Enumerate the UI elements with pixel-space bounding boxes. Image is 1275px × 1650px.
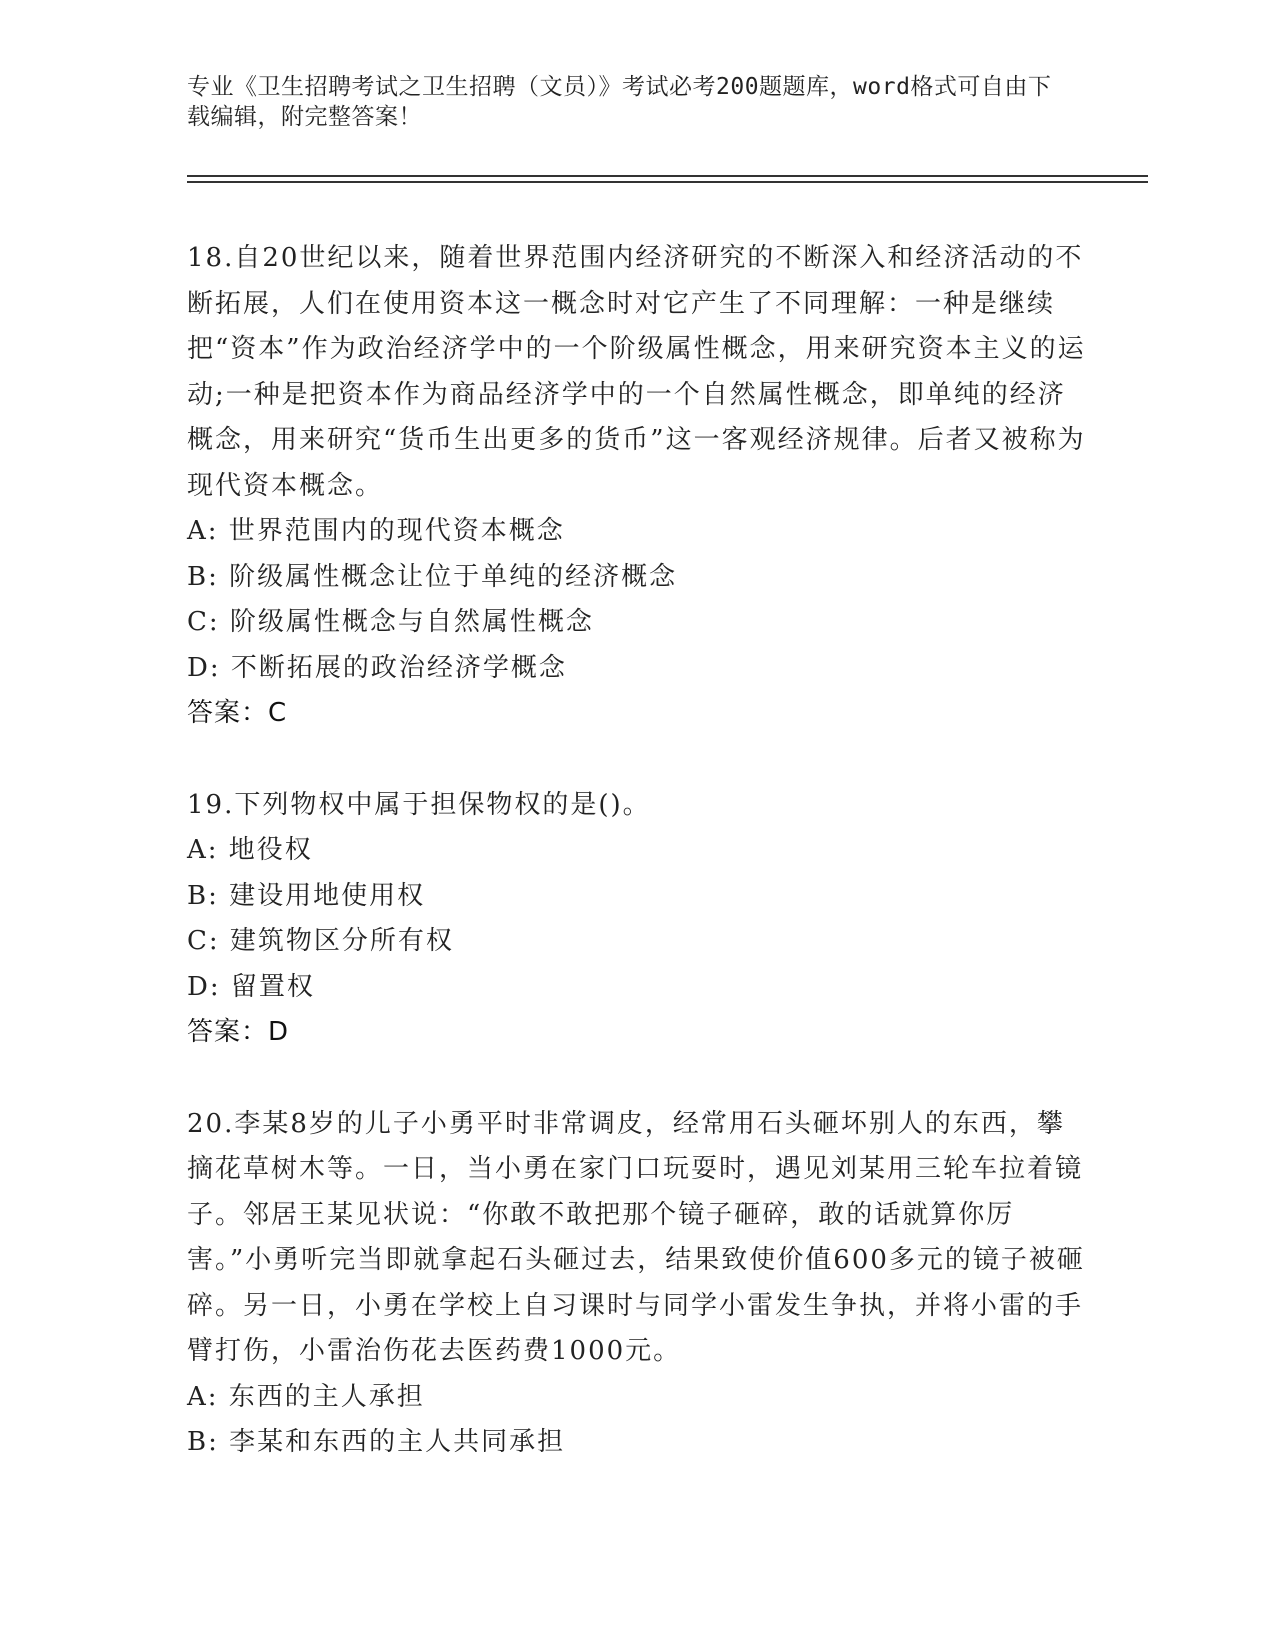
answer-line: 答案：D [187, 1017, 290, 1047]
question-20 [187, 1102, 1087, 1466]
header-divider-bottom [187, 181, 1148, 183]
option-d: D: 留置权 [187, 971, 315, 1002]
option-d: D: 不断拓展的政治经济学概念 [187, 652, 567, 683]
option-c: C: 阶级属性概念与自然属性概念 [187, 607, 594, 637]
question-list [187, 236, 1087, 1466]
question-spacer [187, 1056, 1087, 1102]
option-a: A: 东西的主人承担 [187, 1381, 425, 1412]
option-b: B: 阶级属性概念让位于单纯的经济概念 [187, 561, 678, 592]
question-spacer [187, 737, 1087, 783]
question-stem: 19.下列物权中属于担保物权的是()。 [187, 789, 651, 820]
header-divider-top [187, 175, 1148, 177]
question-stem: 18.自20世纪以来，随着世界范围内经济研究的不断深入和经济活动的不断拓展，人们在使用资本这一概念时对它产生了不同理解：一种是继续把“资本”作为政治经济学中的一个阶级属性概念，用来研究资本主义的运动;一种是把资本作为商品经济学中的一个自然属性概念，即单纯的经济概念，用来研究“货币生出更多的货币”这一客观经济规律。后者又被称为现代资本概念。 [187, 243, 1086, 501]
option-b: B: 李某和东西的主人共同承担 [187, 1427, 566, 1457]
option-c: C: 建筑物区分所有权 [187, 926, 454, 956]
option-b: B: 建设用地使用权 [187, 880, 426, 911]
question-stem: 20.李某8岁的儿子小勇平时非常调皮，经常用石头砸坏别人的东西，攀摘花草树木等。一日，当小勇在家门口玩耍时，遇见刘某用三轮车拉着镜子。邻居王某见状说：“你敢不敢把那个镜子砸碎，敢的话就算你厉害。”小勇听完当即就拿起石头砸过去，结果致使价值600多元的镜子被砸碎。另一日，小勇在学校上自习课时与同学小雷发生争执，并将小雷的手臂打伤，小雷治伤花去医药费1000元。 [187, 1108, 1085, 1366]
question-18 [187, 236, 1087, 737]
option-a: A: 世界范围内的现代资本概念 [187, 516, 565, 546]
question-19 [187, 783, 1087, 1056]
answer-line: 答案：C [187, 698, 288, 728]
option-a: A: 地役权 [187, 835, 313, 865]
document-header: 专业《卫生招聘考试之卫生招聘（文员）》考试必考200题题库，word格式可自由下载编辑，附完整答案！ [187, 74, 1052, 130]
